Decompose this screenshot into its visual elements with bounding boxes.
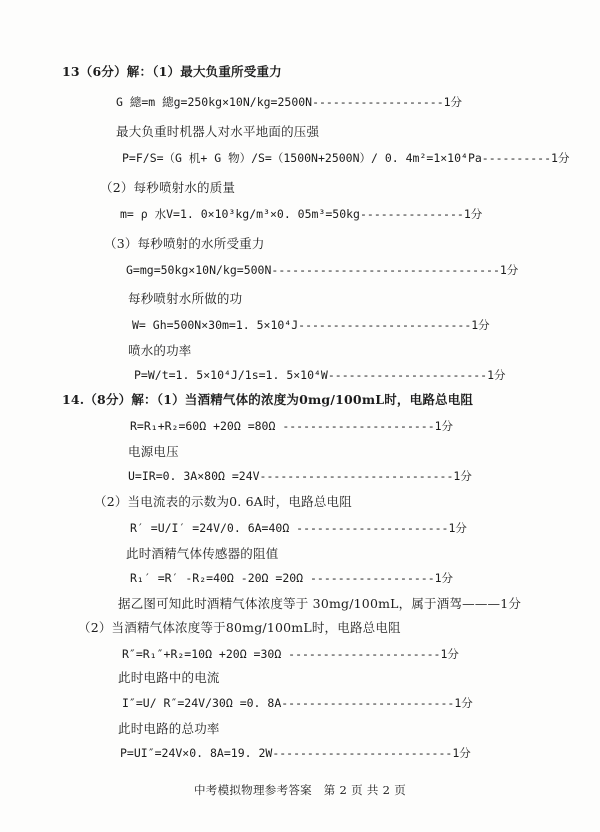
q14-voltage-label: 电源电压 bbox=[128, 444, 179, 459]
q14-sensor-label: 此时酒精气体传感器的阻值 bbox=[126, 546, 279, 561]
q14-total-power-equation: P=UI″=24V×0. 8A=19. 2W--------------------------1分 bbox=[120, 746, 471, 760]
q14-resistance-equation: R=R₁+R₂=60Ω +20Ω =80Ω ----------------------1分 bbox=[130, 419, 454, 433]
q13-part2-label: （2）每秒喷射水的质量 bbox=[100, 180, 236, 195]
q13-pressure-label: 最大负重时机器人对水平地面的压强 bbox=[116, 124, 320, 139]
q14-resistance2-equation: R″=R₁″+R₂=10Ω +20Ω =30Ω ----------------------1分 bbox=[122, 647, 459, 661]
q14-part3-label: （2）当酒精气体浓度等于80mg/100mL时，电路总电阻 bbox=[78, 620, 401, 635]
q14-sensor-equation: R₁′ =R′ -R₂=40Ω -20Ω =20Ω ------------------1分 bbox=[130, 571, 454, 585]
q13-work-equation: W= Gh=500N×30m=1. 5×10⁴J-------------------------1分 bbox=[132, 318, 490, 332]
q13-mass-equation: m= ρ 水V=1. 0×10³kg/m³×0. 05m³=50kg---------------1分 bbox=[120, 207, 483, 221]
q13-heading: 13（6分）解：（1）最大负重所受重力 bbox=[62, 64, 282, 79]
q14-conclusion: 据乙图可知此时酒精气体浓度等于 30mg/100mL，属于酒驾———1分 bbox=[118, 596, 522, 611]
q14-total-power-label: 此时电路的总功率 bbox=[118, 721, 220, 736]
q14-current-equation: I″=U/ R″=24V/30Ω =0. 8A-------------------------1分 bbox=[122, 696, 473, 710]
q14-current-label: 此时电路中的电流 bbox=[118, 670, 220, 685]
q13-weight-equation: G=mg=50kg×10N/kg=500N---------------------------------1分 bbox=[126, 263, 519, 277]
q14-part2-label: （2）当电流表的示数为0. 6A时，电路总电阻 bbox=[94, 494, 352, 509]
q13-power-label: 喷水的功率 bbox=[128, 343, 192, 358]
page-footer: 中考模拟物理参考答案 第 2 页 共 2 页 bbox=[193, 783, 406, 797]
q14-heading: 14.（8分）解：（1）当酒精气体的浓度为0mg/100mL时，电路总电阻 bbox=[62, 392, 474, 407]
q13-part3-label: （3）每秒喷射的水所受重力 bbox=[104, 236, 265, 251]
q13-pressure-equation: P=F/S=（G 机+ G 物）/S=（1500N+2500N）/ 0. 4m²=1×10⁴Pa----------1分 bbox=[122, 151, 570, 165]
q14-total-resistance-equation: R′ =U/I′ =24V/0. 6A=40Ω ----------------------1分 bbox=[130, 521, 467, 535]
q14-voltage-equation: U=IR=0. 3A×80Ω =24V----------------------------1分 bbox=[128, 469, 472, 483]
q13-work-label: 每秒喷射水所做的功 bbox=[128, 291, 243, 306]
q13-gravity-equation: G 總=m 總g=250kg×10N/kg=2500N-------------------1分 bbox=[116, 95, 463, 109]
q13-power-equation: P=W/t=1. 5×10⁴J/1s=1. 5×10⁴W-----------------------1分 bbox=[134, 368, 506, 382]
